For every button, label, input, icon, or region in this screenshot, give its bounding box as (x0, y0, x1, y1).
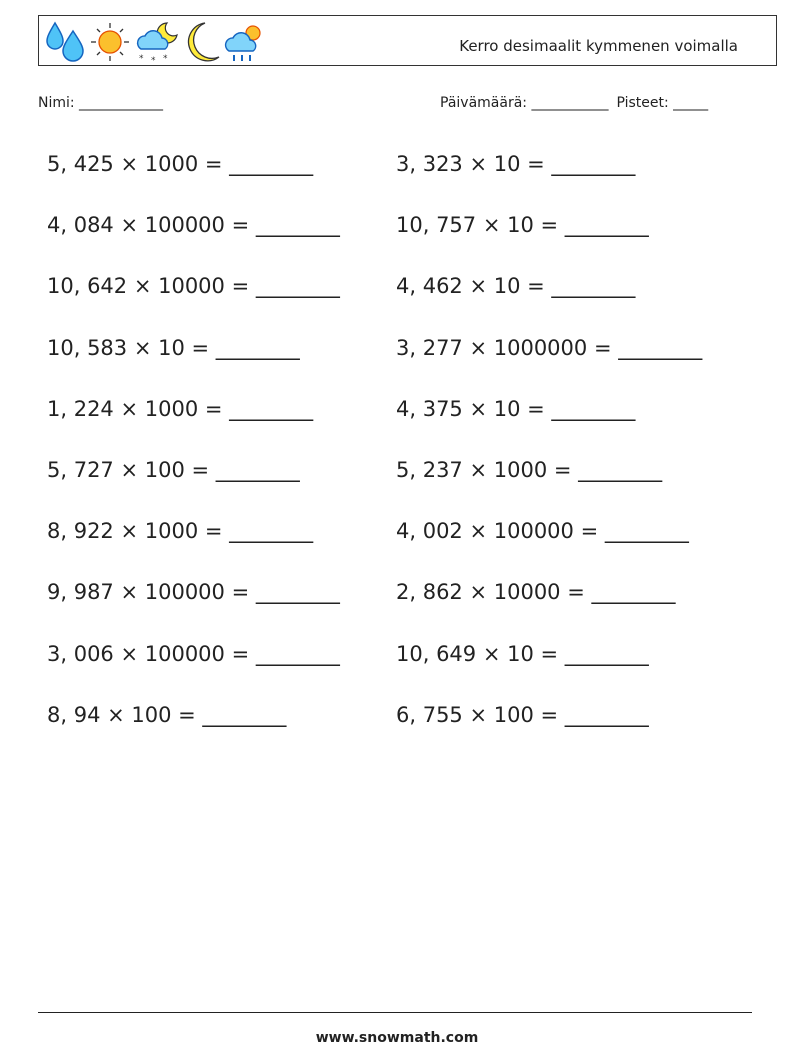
footer-divider (38, 1012, 752, 1013)
score-field-label: Pisteet: _____ (616, 95, 709, 111)
footer-site: www.snowmath.com (315, 1030, 479, 1046)
worksheet-header (38, 15, 777, 66)
raindrops-icon (45, 19, 87, 65)
problem-item: 2, 862 × 10000 = ________ (396, 580, 676, 605)
problem-item: 4, 084 × 100000 = ________ (47, 213, 340, 238)
date-score-labels (440, 95, 708, 111)
problem-item: 6, 755 × 100 = ________ (396, 702, 649, 727)
name-field-label: Nimi: ____________ (38, 95, 164, 111)
svg-text:*: * (163, 54, 168, 64)
problem-item: 9, 987 × 100000 = ________ (47, 580, 340, 605)
rain-cloud-sun-icon (223, 19, 269, 65)
problem-item: 8, 94 × 100 = ________ (47, 702, 287, 727)
date-field-label: Päivämäärä: ___________ (440, 95, 609, 111)
problem-item: 8, 922 × 1000 = ________ (47, 519, 314, 544)
problem-item: 10, 583 × 10 = ________ (47, 335, 300, 360)
problem-item: 10, 642 × 10000 = ________ (47, 274, 340, 299)
svg-text:*: * (151, 56, 156, 65)
problem-item: 3, 323 × 10 = ________ (396, 152, 636, 176)
problem-item: 5, 425 × 1000 = ________ (47, 152, 314, 176)
problem-item: 10, 649 × 10 = ________ (396, 641, 649, 666)
problem-item: 5, 237 × 1000 = ________ (396, 458, 663, 482)
problem-item: 3, 277 × 1000000 = ________ (396, 335, 703, 360)
sun-icon (89, 19, 131, 65)
svg-text:*: * (139, 54, 144, 64)
crescent-moon-icon (181, 19, 221, 65)
problem-item: 10, 757 × 10 = ________ (396, 213, 649, 238)
problem-item: 5, 727 × 100 = ________ (47, 458, 300, 482)
problem-item: 4, 375 × 10 = ________ (396, 396, 636, 421)
problem-item: 3, 006 × 100000 = ________ (47, 641, 340, 666)
snow-cloud-moon-icon (133, 19, 179, 65)
problem-item: 1, 224 × 1000 = ________ (47, 396, 314, 421)
problem-item: 4, 002 × 100000 = ________ (396, 519, 689, 544)
problem-item: 4, 462 × 10 = ________ (396, 274, 636, 299)
worksheet-title: Kerro desimaalit kymmenen voimalla (459, 37, 738, 55)
